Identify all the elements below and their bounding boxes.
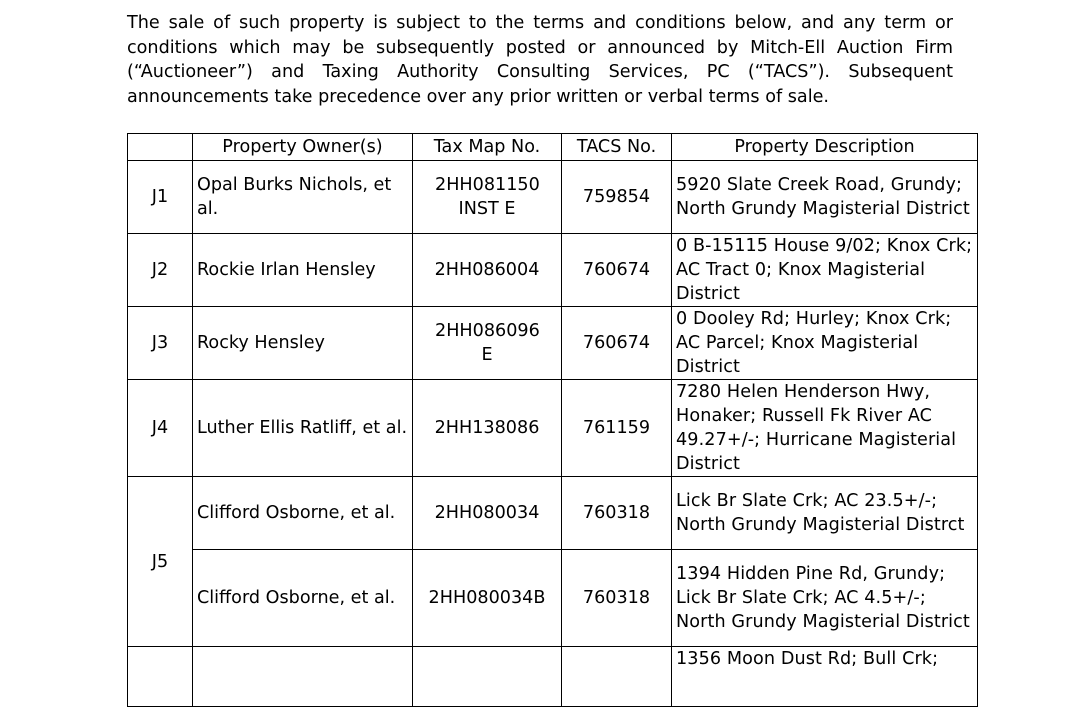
row-tax-map: 2HH080034B xyxy=(413,550,562,647)
row-tax-map: 2HH086004 xyxy=(413,234,562,307)
row-description: 7280 Helen Henderson Hwy, Honaker; Russell Fk River AC 49.27+/-; Hurricane Magisterial District xyxy=(672,380,978,477)
row-tacs: 759854 xyxy=(562,161,672,234)
header-property-owner: Property Owner(s) xyxy=(193,134,413,161)
table-row xyxy=(128,307,978,380)
row-owner: Luther Ellis Ratliff, et al. xyxy=(193,380,413,477)
table-row xyxy=(128,477,978,550)
row-id xyxy=(128,647,193,707)
table-row xyxy=(128,550,978,647)
row-owner: Rockie Irlan Hensley xyxy=(193,234,413,307)
property-table xyxy=(127,133,978,707)
header-tax-map-no: Tax Map No. xyxy=(413,134,562,161)
row-id: J5 xyxy=(128,477,193,647)
row-tax-map: 2HH080034 xyxy=(413,477,562,550)
header-tacs-no: TACS No. xyxy=(562,134,672,161)
row-tax-map: 2HH138086 xyxy=(413,380,562,477)
row-tacs xyxy=(562,647,672,707)
row-id: J4 xyxy=(128,380,193,477)
row-description: 0 Dooley Rd; Hurley; Knox Crk; AC Parcel; Knox Magisterial District xyxy=(672,307,978,380)
row-description: 1394 Hidden Pine Rd, Grundy; Lick Br Slate Crk; AC 4.5+/-; North Grundy Magisterial District xyxy=(672,550,978,647)
row-id: J2 xyxy=(128,234,193,307)
row-description: 5920 Slate Creek Road, Grundy; North Grundy Magisterial District xyxy=(672,161,978,234)
row-owner: Clifford Osborne, et al. xyxy=(193,550,413,647)
row-tax-map: 2HH081150 INST E xyxy=(413,161,562,234)
intro-paragraph: The sale of such property is subject to the terms and conditions below, and any term or conditions which may be subsequently posted or announced by Mitch-Ell Auction Firm (“Auctioneer”) and Taxing Authority Consulting Services, PC (“TACS”). Subsequent announcements take precedence over any prior written or verbal terms of sale. xyxy=(127,13,953,107)
header-id xyxy=(128,134,193,161)
table-row xyxy=(128,647,978,707)
row-tacs: 761159 xyxy=(562,380,672,477)
row-tacs: 760318 xyxy=(562,477,672,550)
row-description: Lick Br Slate Crk; AC 23.5+/-; North Grundy Magisterial Distrct xyxy=(672,477,978,550)
header-property-description: Property Description xyxy=(672,134,978,161)
table-header-row xyxy=(128,134,978,161)
row-tacs: 760674 xyxy=(562,307,672,380)
row-id: J1 xyxy=(128,161,193,234)
row-owner: Rocky Hensley xyxy=(193,307,413,380)
table-row xyxy=(128,161,978,234)
row-owner: Clifford Osborne, et al. xyxy=(193,477,413,550)
row-tax-map: 2HH086096 E xyxy=(413,307,562,380)
table-row xyxy=(128,234,978,307)
table-row xyxy=(128,380,978,477)
row-description: 0 B-15115 House 9/02; Knox Crk; AC Tract 0; Knox Magisterial District xyxy=(672,234,978,307)
row-tax-map xyxy=(413,647,562,707)
row-owner xyxy=(193,647,413,707)
row-owner: Opal Burks Nichols, et al. xyxy=(193,161,413,234)
row-description: 1356 Moon Dust Rd; Bull Crk; xyxy=(672,647,978,707)
row-tacs: 760674 xyxy=(562,234,672,307)
row-id: J3 xyxy=(128,307,193,380)
row-tacs: 760318 xyxy=(562,550,672,647)
